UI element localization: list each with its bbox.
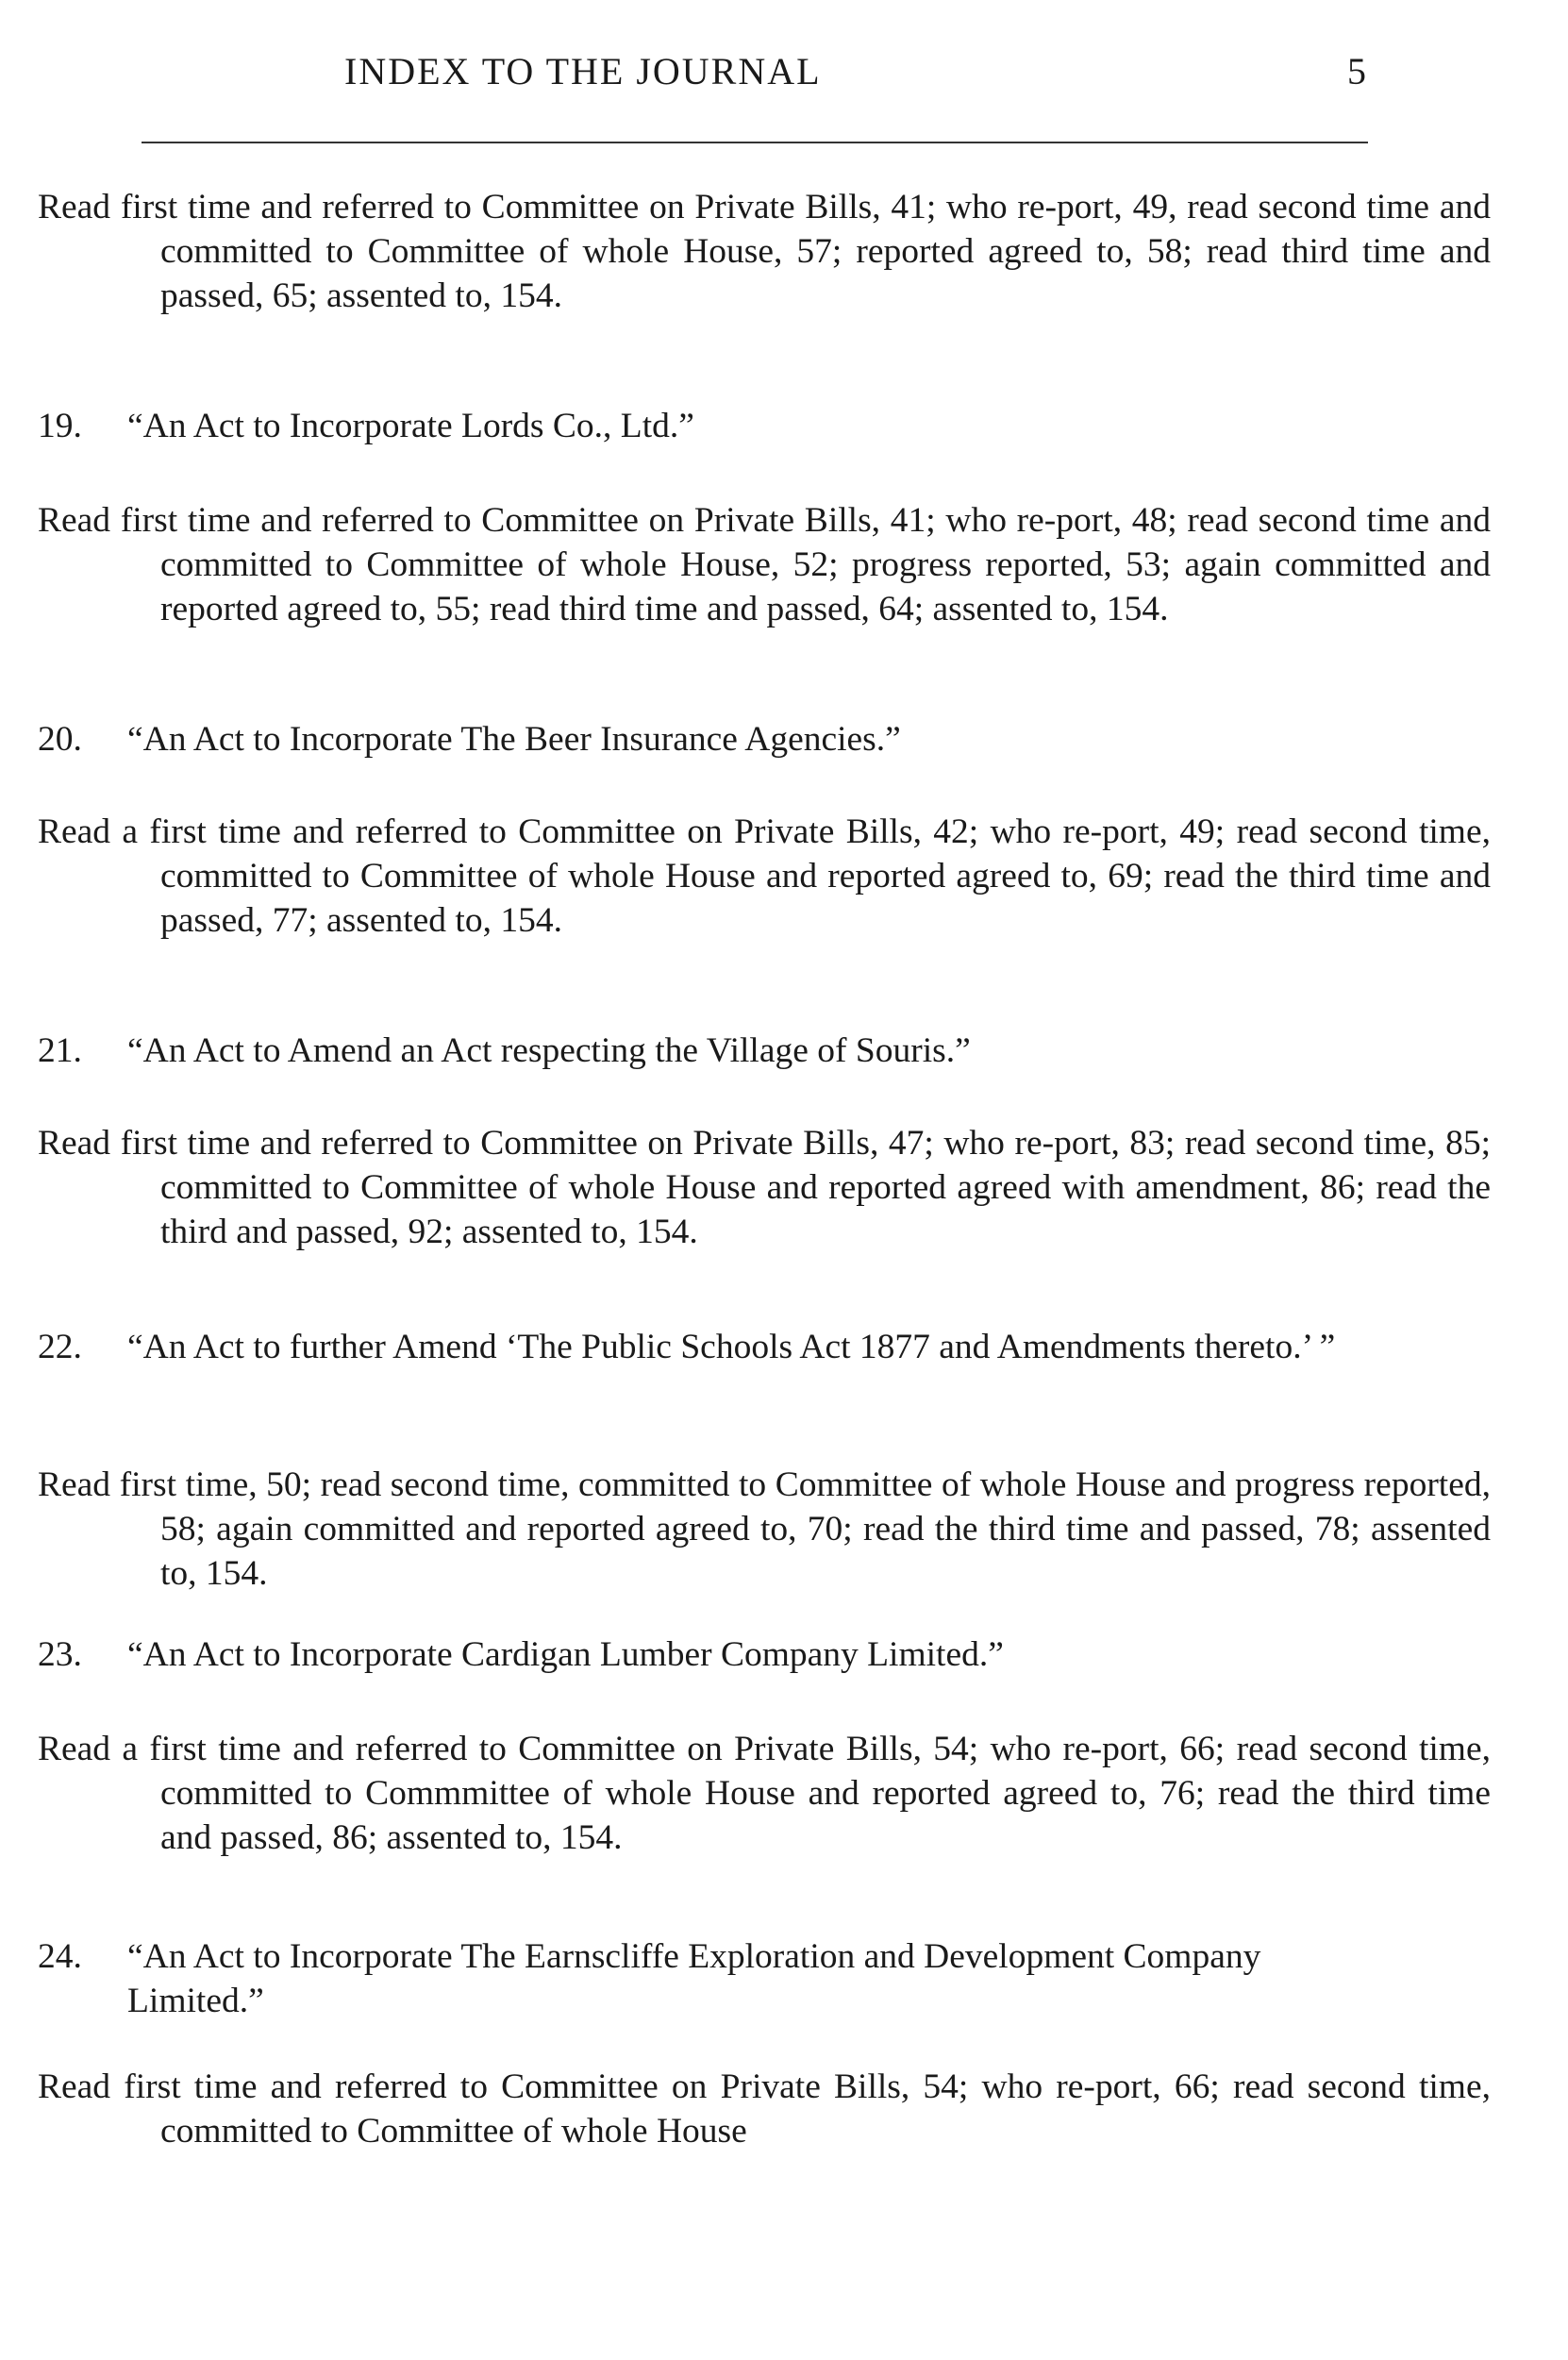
bill-number: 20. — [38, 720, 82, 759]
proceedings-entry: Read first time, 50; read second time, committed to Committee of whole House and progress reported, 58; again committed and reported agreed to, 70; read the third time and passed, 78; assented to, 154. — [38, 1465, 1491, 1593]
bill-title: “An Act to Incorporate Cardigan Lumber Company Limited.” — [127, 1635, 1004, 1674]
bill-entry-24 — [38, 1934, 1368, 2023]
proceedings-entry: Read first time and referred to Committee on Private Bills, 41; who re-port, 49, read second time and committed to Committee of whole House, 57; reported agreed to, 58; read third time and passed, 65; assented to, 154. — [38, 188, 1491, 315]
bill-entry-23 — [38, 1632, 1368, 1677]
running-title: INDEX TO THE JOURNAL — [344, 50, 822, 92]
proceedings-entry: Read first time and referred to Committee on Private Bills, 41; who re-port, 48; read second time and committed to Committee of whole House, 52; progress reported, 53; again committed and reported agreed to, 55; read third time and passed, 64; assented to, 154. — [38, 501, 1491, 628]
bill-entry-19 — [38, 404, 1368, 448]
header-rule — [142, 142, 1368, 143]
bill-title: “An Act to Incorporate The Earnscliffe Exploration and Development Company Limited.” — [127, 1937, 1261, 2020]
bill-number: 24. — [38, 1937, 82, 1976]
bill-entry-21 — [38, 1029, 1368, 1073]
proceedings-entry: Read first time and referred to Committee on Private Bills, 54; who re-port, 66; read second time, committed to Committee of whole House — [38, 2067, 1491, 2151]
page-header — [142, 49, 1368, 102]
proceedings-entry: Read first time and referred to Committee on Private Bills, 47; who re-port, 83; read second time, 85; committed to Committee of whole House and reported agreed with amendment, 86; read the third and passed, 92; assented to, 154. — [38, 1124, 1491, 1251]
proceedings-entry: Read a first time and referred to Committee on Private Bills, 54; who re-port, 66; read second time, committed to Commmittee of whole House and reported agreed to, 76; read the third time and passed, 86; assented to, 154. — [38, 1730, 1491, 1857]
bill-number: 22. — [38, 1328, 82, 1366]
bill-title: “An Act to Amend an Act respecting the Village of Souris.” — [127, 1031, 971, 1070]
proceedings-entry: Read a first time and referred to Committee on Private Bills, 42; who re-port, 49; read second time, committed to Committee of whole House and reported agreed to, 69; read the third time and passed, 77; assented to, 154. — [38, 812, 1491, 940]
bill-title: “An Act to further Amend ‘The Public Schools Act 1877 and Amendments thereto.’ ” — [127, 1328, 1336, 1366]
bill-entry-20 — [38, 717, 1368, 762]
page-number: 5 — [1347, 50, 1368, 92]
bill-number: 21. — [38, 1031, 82, 1070]
bill-title: “An Act to Incorporate The Beer Insurance Agencies.” — [127, 720, 901, 759]
bill-number: 23. — [38, 1635, 82, 1674]
bill-title: “An Act to Incorporate Lords Co., Ltd.” — [127, 407, 694, 445]
bill-number: 19. — [38, 407, 82, 445]
bill-entry-22 — [38, 1325, 1368, 1369]
